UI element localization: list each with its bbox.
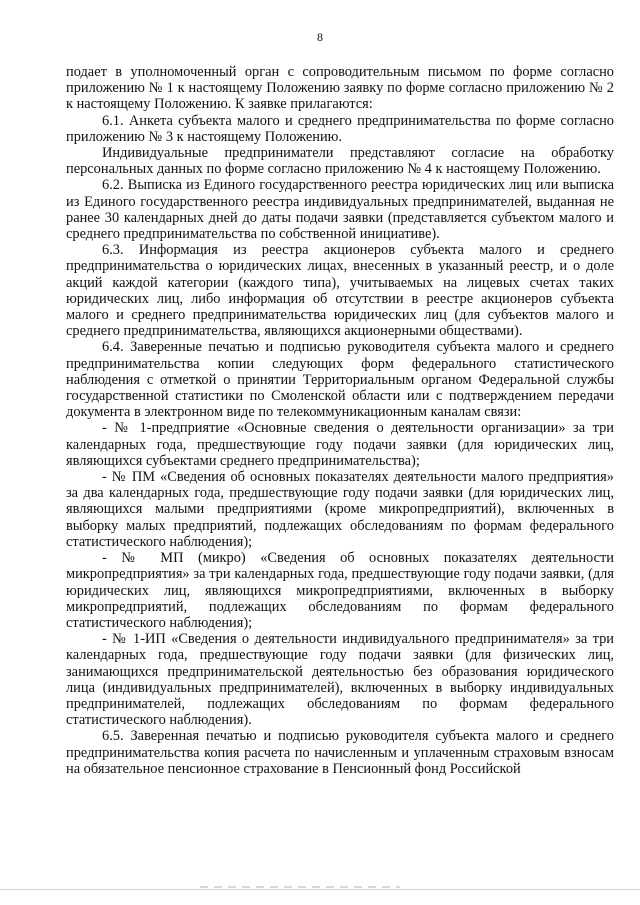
list-item-form-mp-micro: - № МП (микро) «Сведения об основных показателях деятельности микропредприятия» за три календарных года, предшествующие году подачи заявки, (для юридических лиц, являющихся микропредприятиями, включенных в выборку микропредприятий, подлежащих обследованиям по формам федерального статистического наблюдения); [66,550,614,631]
document-body [66,64,614,777]
page-bottom-edge [0,889,640,890]
paragraph-intro: подает в уполномоченный орган с сопроводительным письмом по форме согласно приложению № 1 к настоящему Положению заявку по форме согласно приложению № 2 к настоящему Положению. К заявке прилагаются: [66,64,614,113]
list-item-form-1-enterprise: - № 1-предприятие «Основные сведения о деятельности организации» за три календарных года, предшествующие году подачи заявки (для юридических лиц, являющихся субъектами среднего предпринимательства); [66,420,614,469]
page-number: 8 [317,30,323,44]
paragraph-6-1: 6.1. Анкета субъекта малого и среднего предпринимательства по форме согласно приложению № 3 к настоящему Положению. [66,112,614,145]
list-item-form-1-ip: - № 1-ИП «Сведения о деятельности индивидуального предпринимателя» за три календарных года, предшествующие году подачи заявки (для физических лиц, занимающихся предпринимательской деятельностью без образования юридического лица (индивидуальных предпринимателей), включенных в выборку индивидуальных предпринимателей, подлежащих обследованиям по формам федерального статистического наблюдения). [66,631,614,729]
paragraph-6-2: 6.2. Выписка из Единого государственного реестра юридических лиц или выписка из Единого государственного реестра индивидуальных предпринимателей, выданная не ранее 30 календарных дней до даты подачи заявки (представляется субъектом малого и среднего предпринимательства по собственной инициативе). [66,177,614,243]
list-item-form-pm: - № ПМ «Сведения об основных показателях деятельности малого предприятия» за два календарных года, предшествующие году подачи заявки (для юридических лиц, являющихся малыми предприятиями (кроме микропредприятий), включенных в выборку малых предприятий, подлежащих обследованиям по формам федерального статистического наблюдения); [66,469,614,550]
paragraph-6-4: 6.4. Заверенные печатью и подписью руководителя субъекта малого и среднего предпринимательства копии следующих форм федерального статистического наблюдения с отметкой о принятии Территориальным органом Федеральной службы государственной статистики по Смоленской области или с подтверждением передачи документа в электронном виде по телекоммуникационным каналам связи: [66,339,614,421]
scan-artifact [200,886,400,888]
paragraph-consent: Индивидуальные предприниматели представляют согласие на обработку персональных данных по форме согласно приложению № 4 к настоящему Положению. [66,145,614,178]
paragraph-6-3: 6.3. Информация из реестра акционеров субъекта малого и среднего предпринимательства о юридических лицах, внесенных в указанный реестр, и о доле акций каждой категории (каждого типа), учитываемых на лицевых счетах таких юридических лиц, либо информация об отсутствии в реестре акционеров субъекта малого и среднего предпринимательства юридических лиц (для субъектов малого и среднего предпринимательства, являющихся акционерными обществами). [66,242,614,340]
paragraph-6-5: 6.5. Заверенная печатью и подписью руководителя субъекта малого и среднего предпринимательства копия расчета по начисленным и уплаченным страховым взносам на обязательное пенсионное страхование в Пенсионный фонд Российской [66,728,614,777]
